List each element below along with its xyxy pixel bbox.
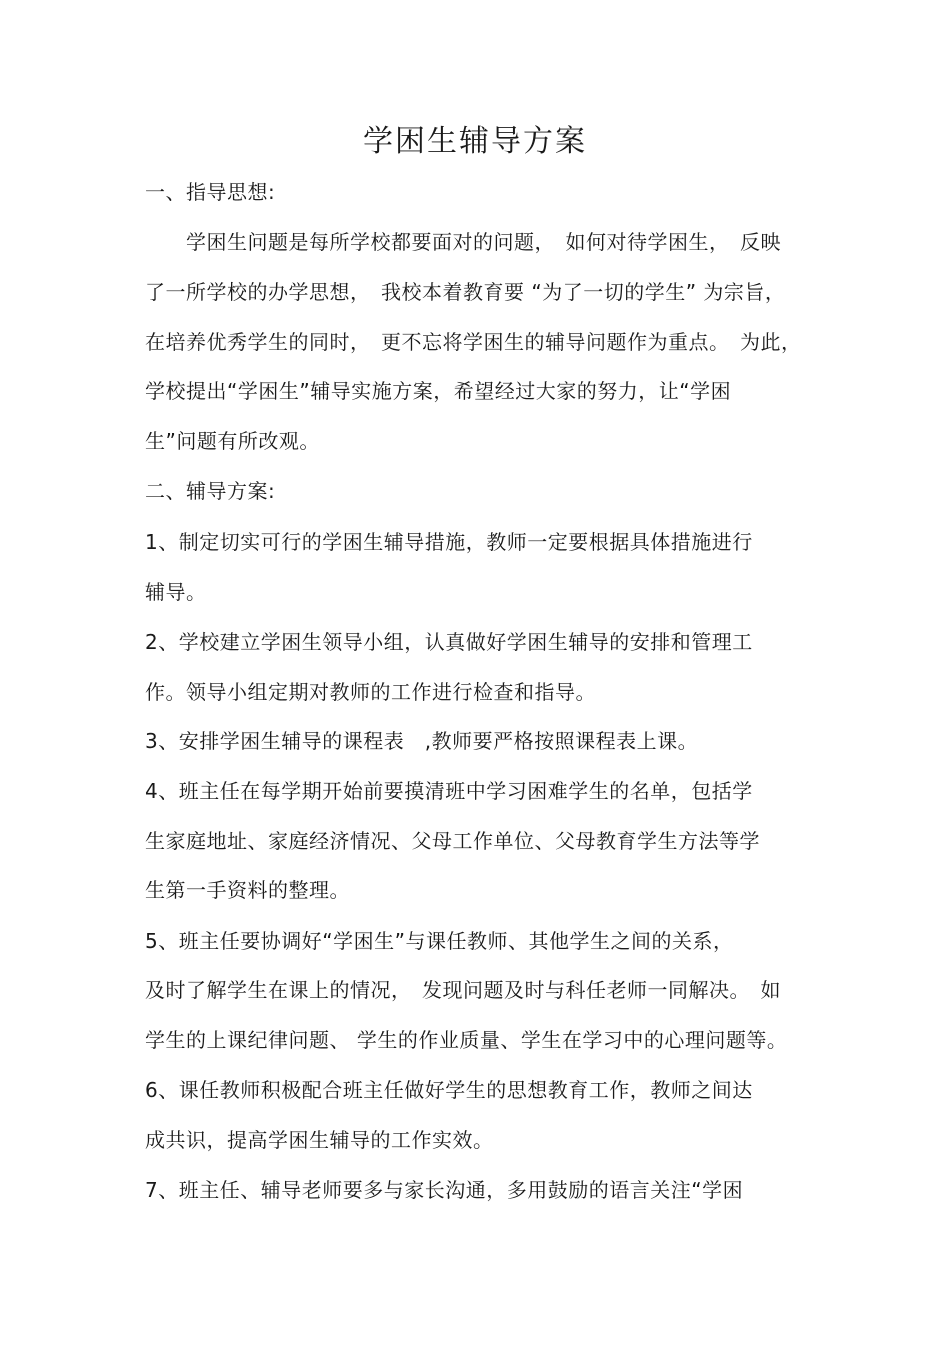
paragraph-line: 了一所学校的办学思想， 我校本着教育要 “为了一切的学生” 为宗旨， xyxy=(145,280,786,304)
list-item-line: 成共识，提高学困生辅导的工作实效。 xyxy=(145,1128,494,1152)
section-heading-guiding-thought: 一、指导思想: xyxy=(145,180,276,204)
list-item-line: 4、班主任在每学期开始前要摸清班中学习困难学生的名单，包括学 xyxy=(145,779,753,803)
paragraph-line: 学校提出“学困生”辅导实施方案，希望经过大家的努力，让“学困 xyxy=(145,379,732,403)
list-item-line: 1、制定切实可行的学困生辅导措施，教师一定要根据具体措施进行 xyxy=(145,530,753,554)
list-item-line: 作。领导小组定期对教师的工作进行检查和指导。 xyxy=(145,680,596,704)
list-item-line: 2、学校建立学困生领导小组，认真做好学困生辅导的安排和管理工 xyxy=(145,630,753,654)
list-item-line: 7、班主任、辅导老师要多与家长沟通，多用鼓励的语言关注“学困 xyxy=(145,1178,744,1202)
list-item-line: 及时了解学生在课上的情况， 发现问题及时与科任老师一同解决。 如 xyxy=(145,978,781,1002)
paragraph-line: 生”问题有所改观。 xyxy=(145,429,320,453)
paragraph-line: 在培养优秀学生的同时， 更不忘将学困生的辅导问题作为重点。 为此， xyxy=(145,330,802,354)
paragraph-line: 学困生问题是每所学校都要面对的问题， 如何对待学困生， 反映 xyxy=(145,230,781,254)
section-heading-plan: 二、辅导方案: xyxy=(145,479,276,503)
document-title: 学困生辅导方案 xyxy=(363,124,587,159)
list-item-line: 辅导。 xyxy=(145,580,207,604)
list-item-line: 学生的上课纪律问题、 学生的作业质量、学生在学习中的心理问题等。 xyxy=(145,1028,788,1052)
list-item-line: 5、班主任要协调好“学困生”与课任教师、其他学生之间的关系， xyxy=(145,929,734,953)
list-item-line: 生家庭地址、家庭经济情况、父母工作单位、父母教育学生方法等学 xyxy=(145,829,760,853)
list-item-line: 生第一手资料的整理。 xyxy=(145,878,350,902)
list-item-line: 3、安排学困生辅导的课程表 ,教师要严格按照课程表上课。 xyxy=(145,729,699,753)
list-item-line: 6、课任教师积极配合班主任做好学生的思想教育工作，教师之间达 xyxy=(145,1078,753,1102)
